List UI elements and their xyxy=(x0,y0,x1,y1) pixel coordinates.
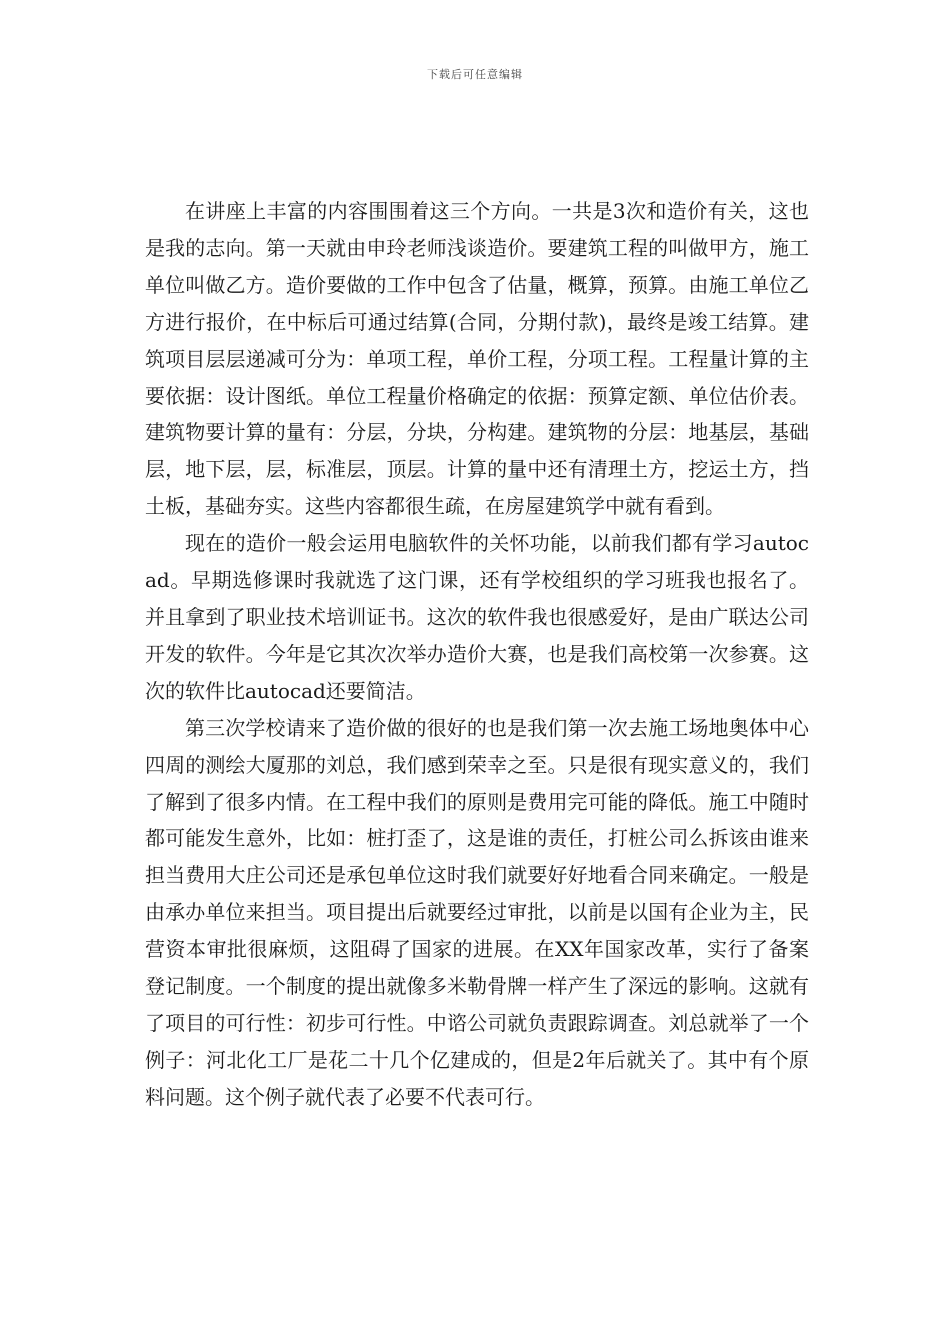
paragraph-1: 在讲座上丰富的内容围围着这三个方向。一共是3次和造价有关，这也是我的志向。第一天就由申玲老师浅谈造价。要建筑工程的叫做甲方，施工单位叫做乙方。造价要做的工作中包含了估量，概算，预算。由施工单位乙方进行报价，在中标后可通过结算(合同，分期付款)，最终是竣工结算。建筑项目层层递减可分为：单项工程，单价工程，分项工程。工程量计算的主要依据：设计图纸。单位工程量价格确定的依据：预算定额、单位估价表。建筑物要计算的量有：分层，分块，分构建。建筑物的分层：地基层，基础层，地下层，层，标准层，顶层。计算的量中还有清理土方，挖运土方，挡土板，基础夯实。这些内容都很生疏，在房屋建筑学中就有看到。 xyxy=(145,199,809,519)
paragraph-2: 现在的造价一般会运用电脑软件的关怀功能，以前我们都有学习autocad。早期选修课时我就选了这门课，还有学校组织的学习班我也报名了。并且拿到了职业技术培训证书。这次的软件我也很感爱好，是由广联达公司开发的软件。今年是它其次次举办造价大赛，也是我们高校第一次参赛。这次的软件比autocad还要简洁。 xyxy=(145,531,809,703)
page-header: 下载后可任意编辑 xyxy=(427,68,523,81)
document-body xyxy=(145,193,809,1116)
paragraph-3: 第三次学校请来了造价做的很好的也是我们第一次去施工场地奥体中心四周的测绘大厦那的刘总，我们感到荣幸之至。只是很有现实意义的，我们了解到了很多内情。在工程中我们的原则是费用完可能的降低。施工中随时都可能发生意外，比如：桩打歪了，这是谁的责任，打桩公司么拆该由谁来担当费用大庄公司还是承包单位这时我们就要好好地看合同来确定。一般是由承办单位来担当。项目提出后就要经过审批，以前是以国有企业为主，民营资本审批很麻烦，这阻碍了国家的进展。在XX年国家改革，实行了备案登记制度。一个制度的提出就像多米勒骨牌一样产生了深远的影响。这就有了项目的可行性：初步可行性。中谘公司就负责跟踪调查。刘总就举了一个例子：河北化工厂是花二十几个亿建成的，但是2年后就关了。其中有个原料问题。这个例子就代表了必要不代表可行。 xyxy=(145,715,809,1109)
